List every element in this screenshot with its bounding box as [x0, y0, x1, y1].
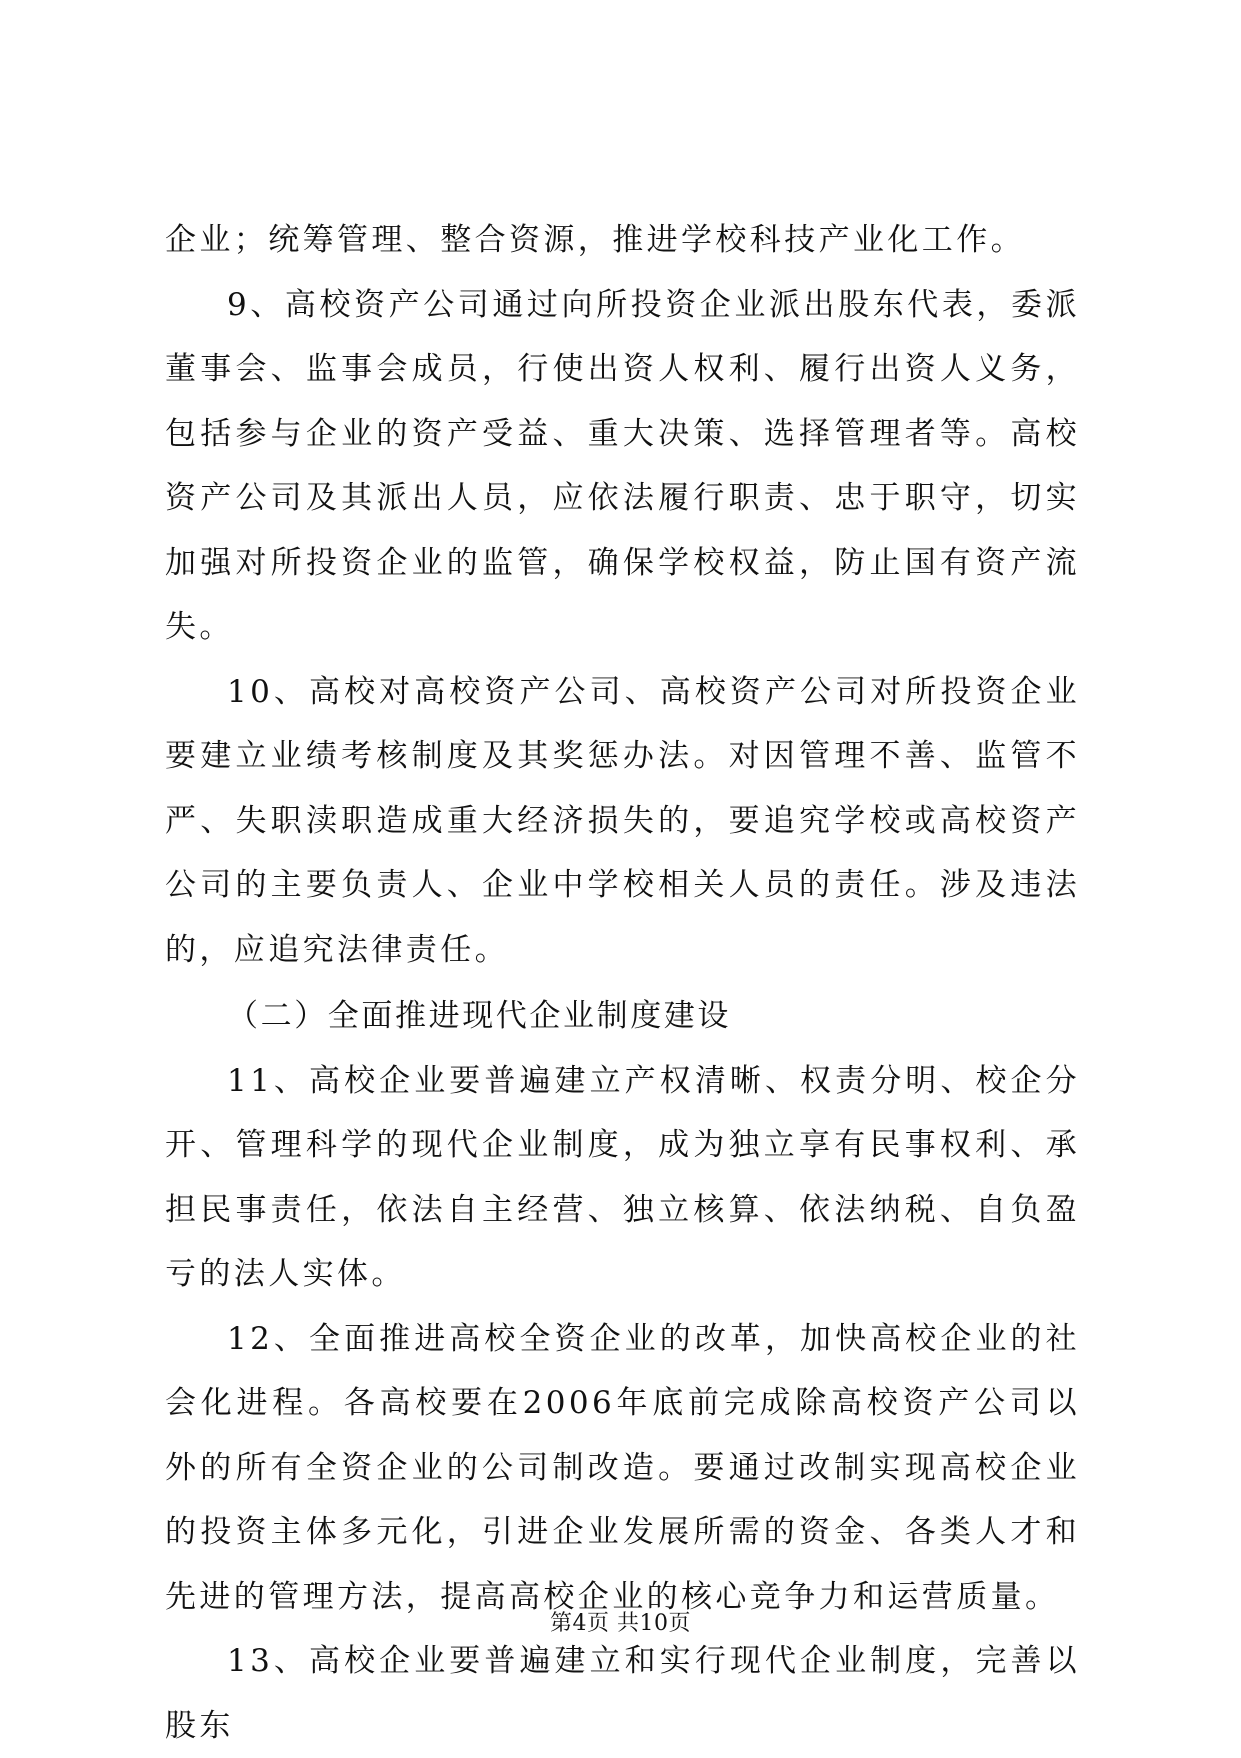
paragraph-item-12: 12、全面推进高校全资企业的改革，加快高校企业的社会化进程。各高校要在2006年底前完成除高校资产公司以外的所有全资企业的公司制改造。要通过改制实现高校企业的投资主体多元化，引进企业发展所需的资金、各类人才和先进的管理方法，提高高校企业的核心竞争力和运营质量。 — [165, 1320, 1080, 1615]
paragraph-continuation: 企业；统筹管理、整合资源，推进学校科技产业化工作。 — [165, 222, 1025, 258]
paragraph-item-9: 9、高校资产公司通过向所投资企业派出股东代表，委派董事会、监事会成员，行使出资人权利、履行出资人义务，包括参与企业的资产受益、重大决策、选择管理者等。高校资产公司及其派出人员，应依法履行职责、忠于职守，切实加强对所投资企业的监管，确保学校权益，防止国有资产流失。 — [165, 286, 1080, 645]
paragraph-item-10: 10、高校对高校资产公司、高校资产公司对所投资企业要建立业绩考核制度及其奖惩办法。对因管理不善、监管不严、失职渎职造成重大经济损失的，要追究学校或高校资产公司的主要负责人、企业中学校相关人员的责任。涉及违法的，应追究法律责任。 — [165, 673, 1080, 968]
paragraph-item-11: 11、高校企业要普遍建立产权清晰、权责分明、校企分开、管理科学的现代企业制度，成为独立享有民事权利、承担民事责任，依法自主经营、独立核算、依法纳税、自负盈亏的法人实体。 — [165, 1062, 1080, 1292]
page-number-footer: 第4页 共10页 — [550, 1611, 691, 1636]
document-body — [165, 208, 1080, 1758]
section-heading: （二）全面推进现代企业制度建设 — [227, 998, 731, 1034]
paragraph-item-13: 13、高校企业要普遍建立和实行现代企业制度，完善以股东 — [165, 1643, 1080, 1744]
